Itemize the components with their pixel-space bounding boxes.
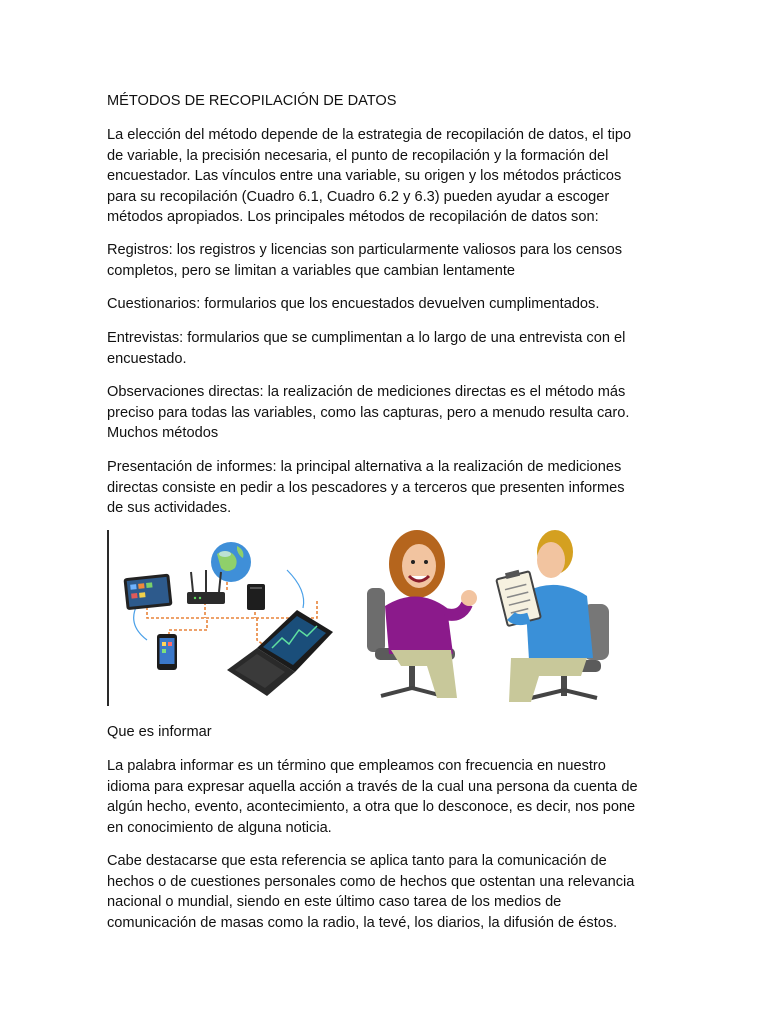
illustrations-row	[107, 526, 667, 706]
paragraph-line: La palabra informar es un término que empleamos con frecuencia en nuestro	[107, 758, 606, 774]
paragraph-line: de sus actividades.	[107, 500, 232, 516]
paragraph-line: Presentación de informes: la principal alternativa a la realización de mediciones	[107, 459, 622, 475]
laptop-icon	[227, 610, 333, 696]
section-subheading: Que es informar	[107, 724, 212, 740]
paragraph-line: preciso para todas las variables, como las capturas, pero a menudo resulta caro.	[107, 404, 630, 421]
paragraph-line: en conocimiento de alguna noticia.	[107, 819, 332, 836]
paragraph-line: comunicación de masas como la radio, la tevé, los diarios, la difusión de éstos.	[107, 914, 618, 931]
paragraph-line: completos, pero se limitan a variables que cambian lentamente	[107, 262, 516, 279]
document-title: MÉTODOS DE RECOPILACIÓN DE DATOS	[107, 93, 397, 109]
paragraph-line: Entrevistas: formularios que se cumplimentan a lo largo de una entrevista con el	[107, 330, 626, 346]
paragraph-line: para su recopilación (Cuadro 6.1, Cuadro 6.2 y 6.3) pueden ayudar a escoger	[107, 188, 610, 205]
paragraph-line: encuestado.	[107, 350, 187, 367]
paragraph-line: Muchos métodos	[107, 425, 219, 441]
image-border-line	[107, 530, 109, 706]
tablet-icon	[123, 574, 172, 611]
paragraph-line: encuestador. Las vínculos entre una variable, su origen y los métodos prácticos	[107, 168, 622, 184]
paragraph-line: métodos apropiados. Los principales métodos de recopilación de datos son:	[107, 209, 599, 225]
paragraph-line: nacional o mundial, siendo en este último caso tarea de los medios de	[107, 894, 562, 910]
paragraph-line: idioma para expresar aquella acción a través de la cual una persona da cuenta de	[107, 778, 638, 795]
smartphone-icon	[157, 634, 177, 670]
paragraph-line: La elección del método depende de la estrategia de recopilación de datos, el tipo	[107, 127, 632, 143]
network-devices-illustration	[107, 530, 343, 706]
paragraph-line: de variable, la precisión necesaria, el punto de recopilación y la formación del	[107, 147, 609, 164]
paragraph-line: Registros: los registros y licencias son particularmente valiosos para los censos	[107, 242, 623, 258]
paragraph-line: algún hecho, evento, acontecimiento, a otra que lo desconoce, es decir, nos pone	[107, 799, 636, 815]
interview-cartoon-illustration	[361, 526, 621, 704]
woman-shirt	[385, 596, 453, 654]
interview-cartoon-graphic	[361, 526, 621, 704]
paragraph-line: directas consiste en pedir a los pescadores y a terceros que presenten informes	[107, 479, 625, 496]
network-devices-graphic	[107, 530, 343, 706]
paragraph-line: Observaciones directas: la realización de mediciones directas es el método más	[107, 384, 626, 400]
paragraph-line: Cabe destacarse que esta referencia se aplica tanto para la comunicación de	[107, 853, 607, 869]
paragraph-line: Cuestionarios: formularios que los encuestados devuelven cumplimentados.	[107, 296, 600, 312]
paragraph-line: hechos o de cuestiones personales como de hechos que ostentan una relevancia	[107, 873, 635, 890]
